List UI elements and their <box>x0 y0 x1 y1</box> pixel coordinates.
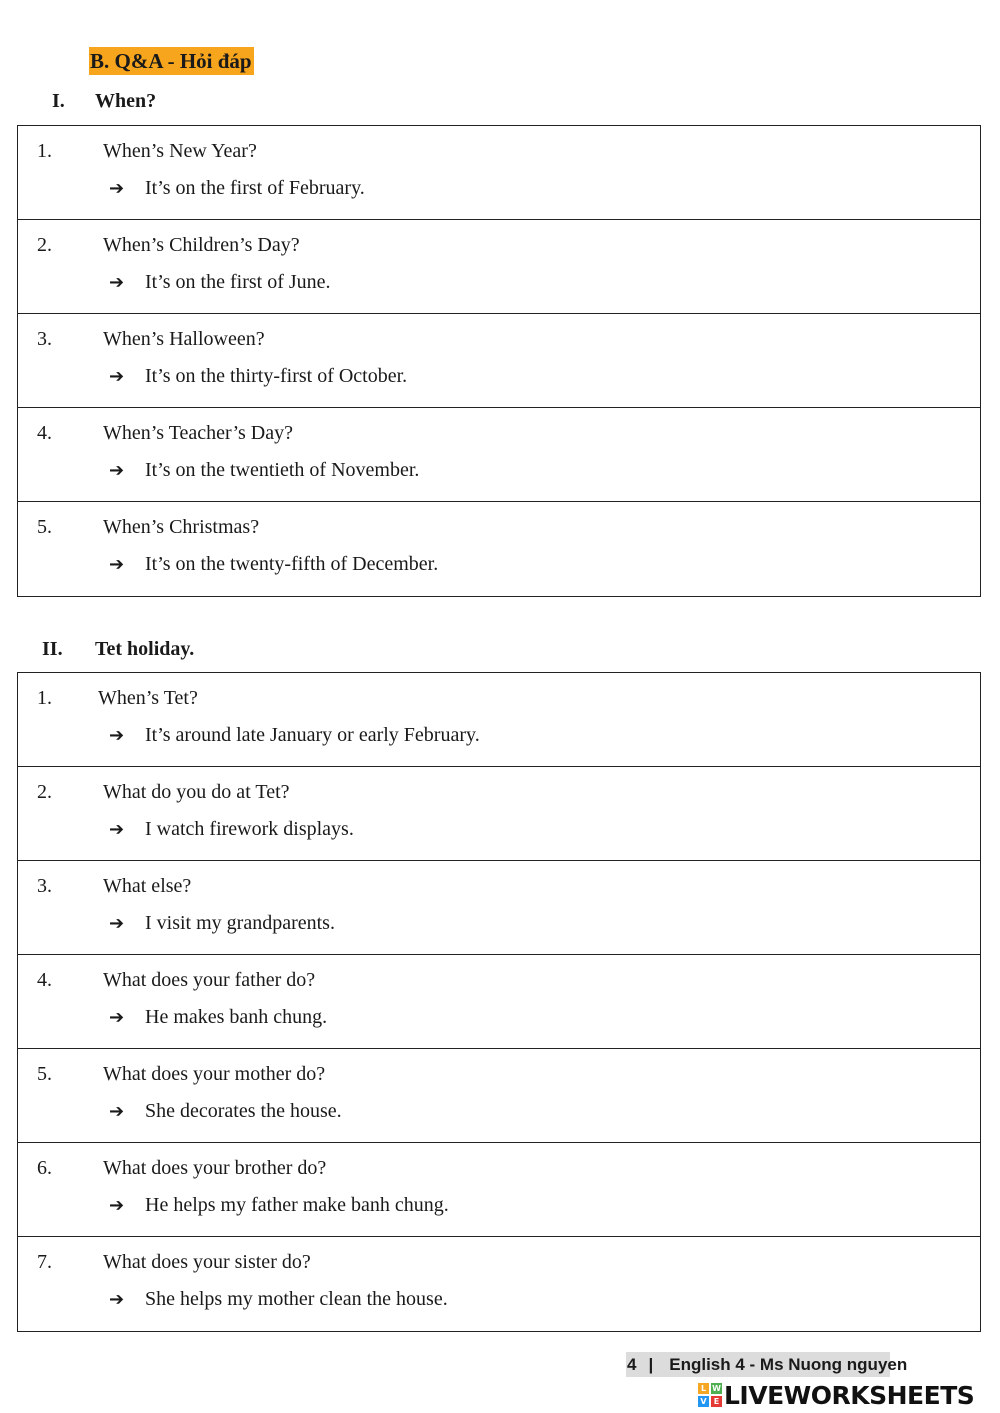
row-number: 6. <box>37 1157 52 1179</box>
answer-line <box>109 817 354 842</box>
footer-separator: | <box>648 1355 654 1374</box>
answer-line <box>109 552 438 577</box>
arrow-right-icon: ➔ <box>109 1101 125 1122</box>
page-number: 4 <box>627 1355 637 1374</box>
row-number: 1. <box>37 687 52 709</box>
row-number: 7. <box>37 1251 52 1273</box>
question-text: What does your father do? <box>103 969 316 991</box>
question-text: When’s Halloween? <box>103 328 265 350</box>
arrow-right-icon: ➔ <box>109 1195 125 1216</box>
table-row <box>18 408 980 502</box>
part-number: I. <box>52 90 65 112</box>
part-number: II. <box>42 638 63 660</box>
arrow-right-icon: ➔ <box>109 178 125 199</box>
answer-text: It’s on the twenty-fifth of December. <box>145 553 439 575</box>
answer-text: He makes banh chung. <box>145 1006 328 1028</box>
part-title-text: When? <box>95 90 157 112</box>
answer-line <box>109 1193 449 1218</box>
row-number: 2. <box>37 234 52 256</box>
table-row <box>18 673 980 767</box>
answer-text: It’s on the thirty-first of October. <box>145 365 408 387</box>
arrow-right-icon: ➔ <box>109 366 125 387</box>
arrow-right-icon: ➔ <box>109 554 125 575</box>
question-text: When’s New Year? <box>103 140 257 162</box>
when-qa-table <box>17 125 981 597</box>
arrow-right-icon: ➔ <box>109 1007 125 1028</box>
arrow-right-icon: ➔ <box>109 460 125 481</box>
table-row <box>18 502 980 596</box>
footer-text: English 4 - Ms Nuong nguyen <box>669 1355 908 1374</box>
answer-text: I watch firework displays. <box>145 818 354 840</box>
answer-line <box>109 458 419 483</box>
question-text: What does your mother do? <box>103 1063 326 1085</box>
answer-line <box>109 723 480 748</box>
answer-text: It’s on the first of June. <box>145 271 331 293</box>
row-number: 4. <box>37 422 52 444</box>
table-row <box>18 1237 980 1331</box>
question-text: When’s Teacher’s Day? <box>103 422 293 444</box>
table-row <box>18 126 980 220</box>
row-number: 3. <box>37 328 52 350</box>
answer-line <box>109 911 335 936</box>
row-number: 5. <box>37 516 52 538</box>
logo-tile: L <box>698 1383 709 1394</box>
question-text: What does your brother do? <box>103 1157 327 1179</box>
answer-text: She helps my mother clean the house. <box>145 1288 448 1310</box>
answer-text: He helps my father make banh chung. <box>145 1194 449 1216</box>
answer-line <box>109 1287 448 1312</box>
arrow-right-icon: ➔ <box>109 272 125 293</box>
question-text: What do you do at Tet? <box>103 781 290 803</box>
answer-line <box>109 1005 327 1030</box>
logo-tile: W <box>712 1384 721 1393</box>
section-heading: B. Q&A - Hỏi đáp <box>90 49 252 73</box>
logo-tile: V <box>698 1396 709 1407</box>
part-title-text: Tet holiday. <box>95 638 195 660</box>
table-row <box>18 1143 980 1237</box>
answer-line <box>109 270 331 295</box>
answer-text: I visit my grandparents. <box>145 912 335 934</box>
liveworksheets-brand[interactable] <box>698 1380 974 1410</box>
tet-qa-table <box>17 672 981 1332</box>
table-row <box>18 861 980 955</box>
arrow-right-icon: ➔ <box>109 1289 125 1310</box>
answer-line <box>109 364 407 389</box>
row-number: 3. <box>37 875 52 897</box>
row-number: 4. <box>37 969 52 991</box>
question-text: When’s Children’s Day? <box>103 234 300 256</box>
answer-text: It’s on the first of February. <box>145 177 365 199</box>
table-row <box>18 1049 980 1143</box>
brand-name: LIVEWORKSHEETS <box>724 1380 975 1410</box>
row-number: 2. <box>37 781 52 803</box>
logo-tile: E <box>711 1396 722 1407</box>
answer-line <box>109 1099 342 1124</box>
arrow-right-icon: ➔ <box>109 819 125 840</box>
answer-text: She decorates the house. <box>145 1100 342 1122</box>
question-text: What else? <box>103 875 192 897</box>
page-footer <box>626 1352 908 1377</box>
table-row <box>18 767 980 861</box>
row-number: 5. <box>37 1063 52 1085</box>
liveworksheets-logo-icon <box>698 1383 722 1407</box>
answer-text: It’s on the twentieth of November. <box>145 459 420 481</box>
answer-text: It’s around late January or early February. <box>145 724 480 746</box>
table-row <box>18 220 980 314</box>
row-number: 1. <box>37 140 52 162</box>
table-row <box>18 955 980 1049</box>
arrow-right-icon: ➔ <box>109 725 125 746</box>
question-text: What does your sister do? <box>103 1251 311 1273</box>
question-text: When’s Tet? <box>98 687 198 709</box>
arrow-right-icon: ➔ <box>109 913 125 934</box>
question-text: When’s Christmas? <box>103 516 260 538</box>
answer-line <box>109 176 365 201</box>
table-row <box>18 314 980 408</box>
